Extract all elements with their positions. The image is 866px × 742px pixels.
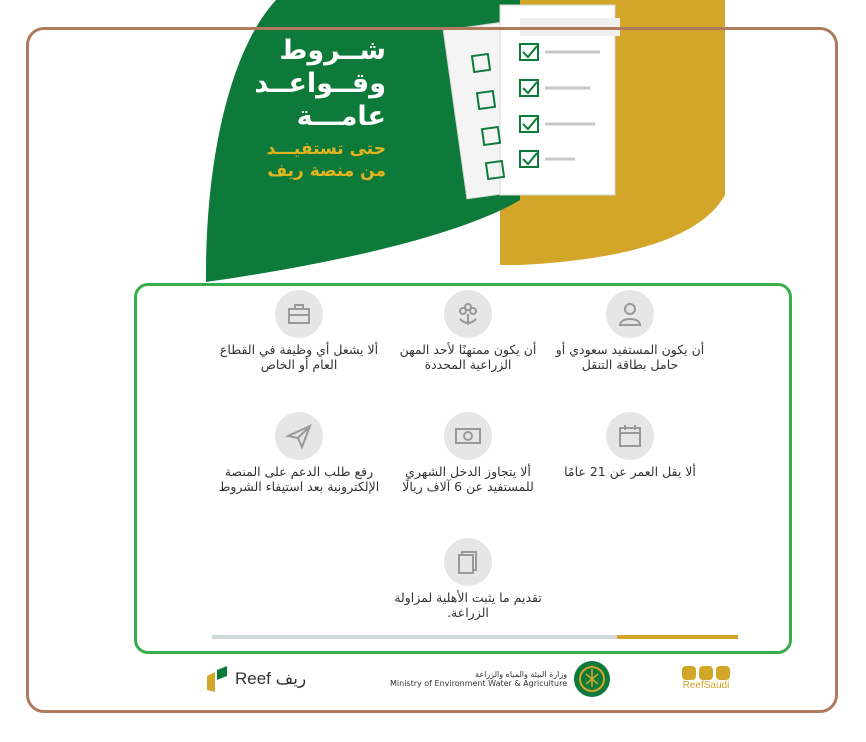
condition-item <box>545 412 715 479</box>
condition-item <box>383 538 553 620</box>
condition-text: ألا يشغل أي وظيفة في القطاع العام أو الخاص <box>219 342 379 372</box>
paper-plane-icon <box>275 412 323 460</box>
calendar-icon <box>606 412 654 460</box>
condition-text: تقديم ما يثبت الأهلية لمزاولة الزراعة. <box>394 590 542 620</box>
condition-text: ألا يتجاوز الدخل الشهري للمستفيد عن 6 آلاف ريالًا <box>402 464 534 494</box>
reef-logo-text: ريف Reef <box>235 669 307 688</box>
twitter-icon[interactable] <box>699 666 713 680</box>
ministry-logo <box>390 660 611 698</box>
documents-icon <box>444 538 492 586</box>
progress-bar <box>212 635 738 639</box>
ministry-emblem-icon <box>573 660 611 698</box>
condition-text: رفع طلب الدعم على المنصة الإلكترونية بعد استيفاء الشروط <box>218 464 380 494</box>
condition-item <box>545 290 715 372</box>
money-icon <box>444 412 492 460</box>
condition-text: أن يكون ممتهنًا لأحد المهن الزراعية المحددة <box>399 342 537 372</box>
progress-bar-fill <box>617 635 738 639</box>
title-line-1: شــروط <box>279 35 386 66</box>
social-icons <box>682 666 730 680</box>
title-line-2: وقــواعــد <box>254 68 386 99</box>
social-links <box>682 666 730 691</box>
condition-item <box>383 290 553 372</box>
instagram-icon[interactable] <box>716 666 730 680</box>
social-handle[interactable]: ReefSaudi <box>682 680 730 691</box>
reef-logo <box>205 664 306 694</box>
ministry-name <box>390 670 567 688</box>
condition-item <box>214 412 384 494</box>
condition-item <box>214 290 384 372</box>
condition-text: أن يكون المستفيد سعودي أو حامل بطاقة التنقل <box>555 342 705 372</box>
plant-icon <box>444 290 492 338</box>
ministry-name-ar: وزارة البيئة والمياه والزراعة <box>475 670 568 679</box>
briefcase-icon <box>275 290 323 338</box>
reef-logo-icon <box>205 664 229 694</box>
condition-item <box>383 412 553 494</box>
title-line-3: عامـــة <box>296 101 386 132</box>
condition-text: ألا يقل العمر عن 21 عامًا <box>564 464 696 479</box>
snapchat-icon[interactable] <box>682 666 696 680</box>
user-icon <box>606 290 654 338</box>
subtitle-line-2: من منصة ريف <box>267 161 386 181</box>
ministry-name-en: Ministry of Environment Water & Agriculture <box>390 679 568 688</box>
subtitle-line-1: حتى تستفيـــد <box>266 139 386 159</box>
